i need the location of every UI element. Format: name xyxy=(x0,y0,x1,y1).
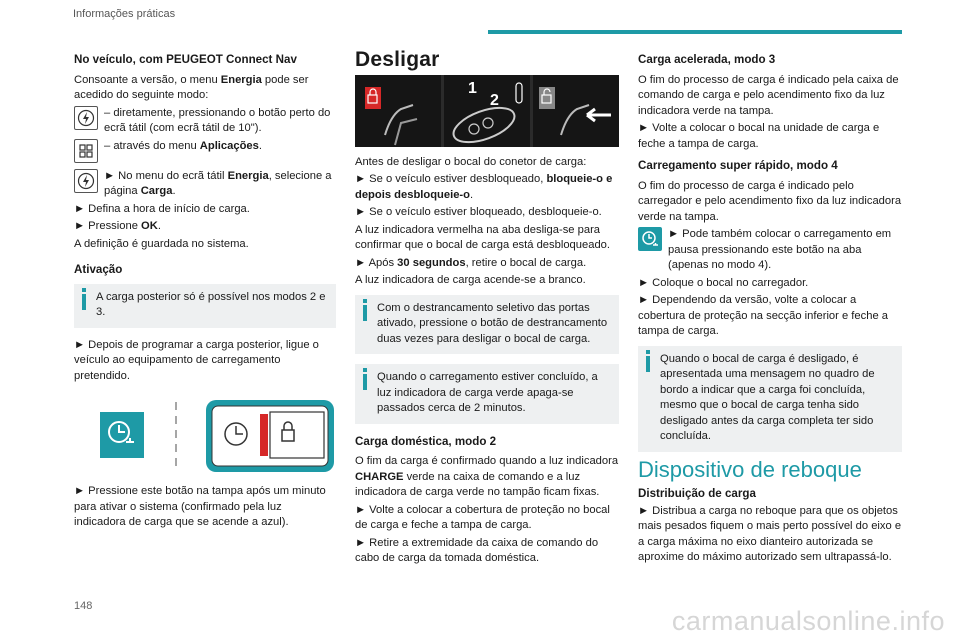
text: O fim da carga é confirmado quando a luz indicadora xyxy=(355,455,619,467)
charge-flap-illustration xyxy=(74,398,336,474)
step-distribua: ► Distribua a carga no reboque para que os objetos mais pesados fiquem o mais perto possível do eixo e a carga máxima no eixo dianteiro autorizada se aproxime do máximo autorizado sem ultrapassá-lo. xyxy=(638,504,902,563)
info-text: Quando o carregamento estiver concluído, a luz indicadora de carga verde apaga-se passados cerca de 2 minutos. xyxy=(377,371,598,414)
text-bold: Aplicações xyxy=(199,139,259,152)
text: ► Se o veículo estiver desbloqueado, xyxy=(355,173,547,185)
option-direct-text: – diretamente, pressionando o botão perto do ecrã tátil (com ecrã tátil de 10"). xyxy=(104,106,331,134)
watermark: carmanualsonline.info xyxy=(671,606,945,636)
energy-icon xyxy=(74,169,98,193)
paragraph-vermelha: A luz indicadora vermelha na aba desliga-se para confirmar que o bocal de carga está desbloqueado. xyxy=(355,223,610,251)
text-bold: bloqueie-o e depois desbloqueie-o xyxy=(355,173,613,201)
unplug-photo-strip xyxy=(355,75,619,147)
text: ► Pressione xyxy=(74,220,142,232)
figure-label-2: 2 xyxy=(490,91,499,109)
photo-panel-flap-locked xyxy=(355,75,441,147)
column-left xyxy=(74,52,336,533)
column-right xyxy=(638,52,902,568)
text: . xyxy=(172,185,176,197)
paragraph-guardada: A definição é guardada no sistema. xyxy=(74,237,249,250)
text: Consoante a versão, o menu xyxy=(74,73,221,86)
text: , selecione a página xyxy=(104,169,332,197)
heading-desligar: Desligar xyxy=(355,48,440,71)
step-pode-text: ► Pode também colocar o carregamento em pausa pressionando este botão na aba (apenas no modo 4). xyxy=(668,228,892,271)
info-text: Com o destrancamento seletivo das portas ativado, pressione o botão de destrancamento duas vezes para desligar o bocal de carga. xyxy=(377,301,608,345)
info-icon xyxy=(363,305,367,321)
figure-label-1: 1 xyxy=(468,79,477,97)
photo-panel-key-fob xyxy=(444,75,530,147)
charge-timer-icon xyxy=(638,227,662,251)
text: pode ser acedido do seguinte modo: xyxy=(74,73,309,101)
step-defina: ► Defina a hora de início de carga. xyxy=(74,202,250,215)
info-text: A carga posterior só é possível nos modos 2 e 3. xyxy=(96,290,326,318)
info-icon xyxy=(646,356,650,372)
info-box-concluido xyxy=(355,364,619,424)
heading-super: Carregamento super rápido, modo 4 xyxy=(638,159,838,172)
step-retire: ► Retire a extremidade da caixa de comando do cabo de carga da tomada doméstica. xyxy=(355,536,599,564)
page-number: 148 xyxy=(74,600,93,612)
text-bold: Carga xyxy=(140,185,173,197)
text-bold: OK xyxy=(141,220,158,232)
info-box-mensagem xyxy=(638,346,902,452)
column-middle xyxy=(355,48,619,569)
text: ► Após xyxy=(355,256,398,269)
step-desbloqueado xyxy=(355,172,619,203)
step-pode xyxy=(638,227,902,274)
text-bold: CHARGE xyxy=(355,470,404,483)
text: verde na caixa de comando e a luz indicadora de carga verde no tampão ficam fixas. xyxy=(355,470,600,498)
charge-flap-figure xyxy=(74,398,336,474)
text: , retire o bocal de carga. xyxy=(465,256,587,269)
text: . xyxy=(157,220,161,232)
info-box-destrancamento xyxy=(355,295,619,355)
heading-domestica: Carga doméstica, modo 2 xyxy=(355,434,497,448)
option-apps-text xyxy=(104,139,262,155)
text: – através do menu xyxy=(104,139,200,152)
heading-reboque: Dispositivo de reboque xyxy=(638,456,862,482)
step-apos xyxy=(355,256,619,272)
paragraph-acende: A luz indicadora de carga acende-se a branco. xyxy=(355,274,586,286)
text-bold: Energia xyxy=(227,169,269,182)
paragraph-acelerada: O fim do processo de carga é indicado pela caixa de comando de carga e pelo acendimento fixo da luz indicadora verde na tampa. xyxy=(638,73,899,117)
option-apps xyxy=(74,139,336,163)
text-bold: Energia xyxy=(220,73,262,86)
energy-icon xyxy=(74,106,98,130)
heading-ativacao: Ativação xyxy=(74,263,123,276)
option-direct xyxy=(74,106,336,137)
paragraph-programar: ► Depois de programar a carga posterior, ligue o veículo ao equipamento de carregamento pretendido. xyxy=(74,338,319,382)
step-menu-energia xyxy=(74,169,336,200)
text: . xyxy=(470,188,474,201)
apps-grid-icon xyxy=(74,139,98,163)
heading-acelerada: Carga acelerada, modo 3 xyxy=(638,53,776,66)
info-text: Quando o bocal de carga é desligado, é apresentada uma mensagem no quadro de bordo a indicar que a carga foi concluída, mesmo que o bocal de carga tenha sido desligado antes da carga completa ter sido concluída. xyxy=(660,352,875,442)
paragraph-fim xyxy=(355,454,619,501)
paragraph-pressione-botao: ► Pressione este botão na tampa após um minuto para ativar o sistema (confirmado pela luz indicadora de carga que se acende a azul). xyxy=(74,485,326,528)
step-bloqueado: ► Se o veículo estiver bloqueado, desbloqueie-o. xyxy=(355,206,602,218)
step-volte-unidade: ► Volte a colocar o bocal na unidade de carga e feche a tampa de carga. xyxy=(638,122,880,150)
text: ► No menu do ecrã tátil xyxy=(104,169,228,182)
paragraph-antes: Antes de desligar o bocal do conetor de carga: xyxy=(355,155,587,168)
text: . xyxy=(258,139,262,152)
paragraph-super: O fim do processo de carga é indicado pelo carregador e pelo acendimento fixo da luz indicadora verde na tampa. xyxy=(638,179,902,223)
info-box-modos xyxy=(74,284,336,328)
paragraph-consoante xyxy=(74,73,336,104)
step-dependendo: ► Dependendo da versão, volte a colocar a cobertura de proteção na secção inferior e feche a tampa de carga. xyxy=(638,294,889,337)
header-accent-bar xyxy=(488,30,902,34)
info-icon xyxy=(363,374,367,390)
section-title: Informações práticas xyxy=(73,8,176,20)
step-volte: ► Volte a colocar a cobertura de proteção no bocal de carga e feche a tampa de carga. xyxy=(355,503,610,531)
text-bold: 30 segundos xyxy=(397,256,466,269)
step-menu-text xyxy=(104,169,336,200)
info-icon xyxy=(82,294,86,310)
step-press-ok xyxy=(74,219,336,235)
heading-connect-nav: No veículo, com PEUGEOT Connect Nav xyxy=(74,53,297,66)
step-coloque: ► Coloque o bocal no carregador. xyxy=(638,276,809,289)
heading-distribuicao: Distribuição de carga xyxy=(638,487,756,500)
photo-panel-flap-unlocked xyxy=(533,75,619,147)
